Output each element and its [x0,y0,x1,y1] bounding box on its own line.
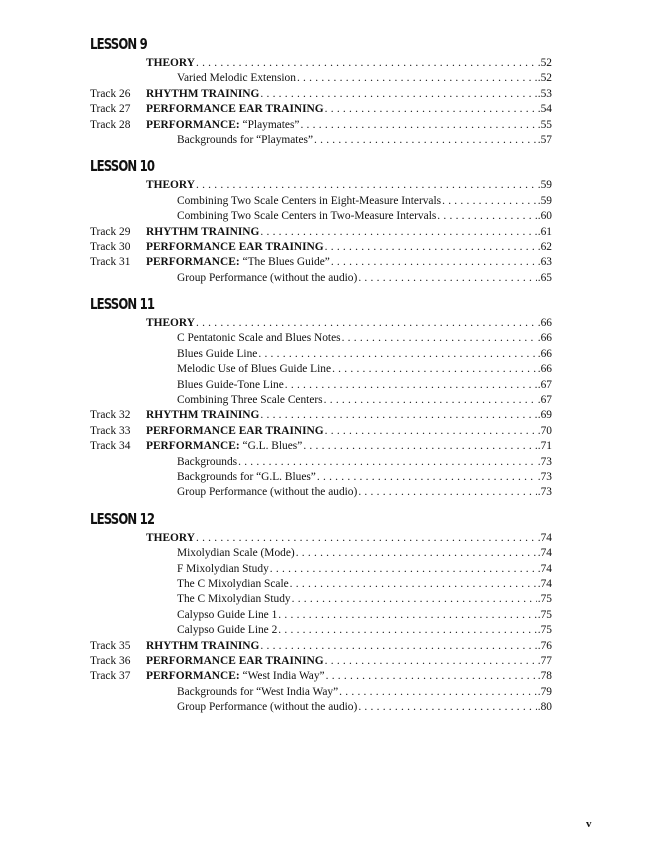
dot-leader [325,102,537,117]
toc-entry[interactable] [90,424,552,439]
lesson-heading: LESSON 9 [90,35,147,53]
performance-prefix: PERFORMANCE: [146,440,240,453]
toc-entry[interactable] [90,546,552,561]
entry-title: Group Performance (without the audio) [177,701,358,714]
toc-entry[interactable] [90,102,552,117]
entry-title: THEORY [146,57,195,69]
entry-title: THEORY [146,317,195,330]
dot-leader [300,118,536,133]
dot-leader [326,669,537,684]
dot-leader [437,209,536,224]
dot-leader [358,485,536,500]
track-label: Track 31 [90,256,131,269]
dot-leader [325,424,537,439]
dot-leader [260,225,536,240]
toc-entry[interactable] [90,531,552,546]
toc-entry[interactable] [90,71,552,86]
toc-entry[interactable] [90,194,552,209]
page-ref: .78 [537,670,552,683]
toc-entry[interactable] [90,209,552,224]
dot-leader [358,700,536,715]
page-ref: .69 [537,409,552,422]
entry-title: Combining Three Scale Centers [177,394,323,407]
dot-leader [325,654,537,669]
page-ref: .74 [537,547,552,560]
toc-entry[interactable] [90,470,552,485]
entry-title: RHYTHM TRAINING [146,87,260,100]
toc-entry[interactable] [90,378,552,393]
dot-leader [196,531,537,546]
dot-leader [260,639,536,654]
entry-title: Varied Melodic Extension [177,72,296,85]
page-ref: .66 [537,347,552,360]
page-ref: .60 [537,210,552,223]
dot-leader [325,240,537,255]
lesson-heading: LESSON 12 [90,509,155,528]
track-label: Track 32 [90,409,131,422]
toc-entry[interactable] [90,592,552,607]
page-ref: .75 [537,624,552,637]
entry-title: PERFORMANCE EAR TRAINING [146,240,324,253]
entry-title: The C Mixolydian Study [177,593,291,606]
track-label: Track 33 [90,424,131,437]
toc-entry[interactable] [90,255,552,270]
dot-leader [285,378,537,393]
page-ref: .66 [537,363,552,376]
toc-entry[interactable] [90,133,552,148]
entry-title: Blues Guide-Tone Line [177,378,284,391]
toc-entry[interactable] [90,654,552,669]
entry-title: Calypso Guide Line 1 [177,608,278,621]
toc-entry[interactable] [90,408,552,423]
toc-entry[interactable] [90,362,552,377]
page-ref: .65 [537,271,552,284]
toc-entry[interactable] [90,623,552,638]
page-ref: .77 [537,654,552,667]
toc-entry[interactable] [90,455,552,470]
page-number: v [586,818,592,830]
dot-leader [342,331,537,346]
entry-title [146,439,303,454]
dot-leader [196,178,537,193]
entry-title: RHYTHM TRAINING [146,639,260,652]
entry-title: Backgrounds for “Playmates” [177,133,314,146]
toc-entry[interactable] [90,87,552,102]
page-ref: .66 [537,332,552,345]
entry-title: F Mixolydian Study [177,562,269,575]
entry-title [146,669,326,684]
entry-title: RHYTHM TRAINING [146,409,260,422]
page-ref: .75 [537,593,552,606]
entry-title: Backgrounds for “West India Way” [177,685,339,698]
dot-leader [317,470,537,485]
dot-leader [358,271,536,286]
dot-leader [296,546,537,561]
lesson-entries [90,531,552,716]
page-ref: .59 [537,179,552,192]
toc-entry[interactable] [90,700,552,715]
page-ref: .73 [537,470,552,483]
toc-entry[interactable] [90,608,552,623]
entry-title: C Pentatonic Scale and Blues Notes [177,332,341,345]
page-ref: .75 [537,608,552,621]
performance-title: “G.L. Blues” [242,440,303,453]
dot-leader [442,194,537,209]
toc-entry[interactable] [90,178,552,193]
dot-leader [270,562,537,577]
toc-entry[interactable] [90,577,552,592]
track-label: Track 27 [90,103,131,116]
page-ref: .61 [537,225,552,238]
entry-title: Group Performance (without the audio) [177,486,358,499]
entry-title: Mixolydian Scale (Mode) [177,547,295,560]
page-ref: .57 [537,133,552,146]
entry-title: THEORY [146,179,195,192]
entry-title: PERFORMANCE EAR TRAINING [146,103,324,116]
page-ref: .70 [537,424,552,437]
toc-entry[interactable] [90,331,552,346]
toc-entry[interactable] [90,669,552,684]
dot-leader [303,439,536,454]
entry-title: Blues Guide Line [177,347,258,360]
performance-prefix: PERFORMANCE: [146,256,240,269]
track-label: Track 26 [90,87,131,100]
toc-entry[interactable] [90,240,552,255]
track-label: Track 36 [90,654,131,667]
page-ref: .66 [537,317,552,330]
toc-entry[interactable] [90,271,552,286]
dot-leader [278,623,536,638]
dot-leader [290,577,537,592]
track-label: Track 29 [90,225,131,238]
performance-prefix: PERFORMANCE: [146,118,240,131]
dot-leader [238,455,537,470]
page-ref: .79 [537,685,552,698]
entry-title: THEORY [146,531,195,544]
dot-leader [196,316,537,331]
track-label: Track 30 [90,240,131,253]
page-ref: .63 [537,256,552,269]
toc-entry[interactable] [90,439,552,454]
page-ref: .67 [537,378,552,391]
page-ref: .67 [537,394,552,407]
toc-entry[interactable] [90,639,552,654]
dot-leader [332,362,537,377]
entry-title: PERFORMANCE EAR TRAINING [146,654,324,667]
track-label: Track 28 [90,118,131,131]
toc-entry[interactable] [90,118,552,133]
dot-leader [314,133,537,148]
dot-leader [331,255,537,270]
toc-entry[interactable] [90,562,552,577]
dot-leader [196,56,537,71]
dot-leader [339,685,537,700]
performance-title: “West India Way” [242,670,325,683]
dot-leader [292,592,537,607]
entry-title: Backgrounds for “G.L. Blues” [177,470,316,483]
page-ref: .76 [537,639,552,652]
dot-leader [324,393,537,408]
performance-title: “Playmates” [242,118,300,131]
lesson-heading: LESSON 10 [90,157,155,176]
dot-leader [258,347,536,362]
page-ref: .73 [537,486,552,499]
dot-leader [260,408,536,423]
toc-entry[interactable] [90,316,552,331]
page-ref: .74 [537,531,552,544]
page-ref: .80 [537,701,552,714]
entry-title: Calypso Guide Line 2 [177,624,278,637]
page-ref: .59 [537,194,552,207]
toc-entry[interactable] [90,485,552,500]
entry-title: Combining Two Scale Centers in Two-Measure Intervals [177,210,437,223]
page-ref: .74 [537,577,552,590]
toc-entry[interactable] [90,56,552,71]
entry-title: Group Performance (without the audio) [177,271,358,284]
dot-leader [260,87,536,102]
toc-entry[interactable] [90,347,552,362]
table-of-contents [90,33,552,722]
entry-title: The C Mixolydian Scale [177,577,289,590]
lesson-entries [90,56,552,148]
page-ref: .52 [537,72,552,85]
entry-title: Melodic Use of Blues Guide Line [177,363,332,376]
performance-prefix: PERFORMANCE: [146,670,240,683]
track-label: Track 37 [90,670,131,683]
entry-title: RHYTHM TRAINING [146,225,260,238]
toc-entry[interactable] [90,393,552,408]
page-ref: .62 [537,240,552,253]
performance-title: “The Blues Guide” [242,256,330,269]
page-ref: .74 [537,562,552,575]
page-ref: .53 [537,87,552,100]
lesson-heading: LESSON 11 [90,295,155,314]
dot-leader [297,71,537,86]
page-ref: .73 [537,455,552,468]
toc-entry[interactable] [90,685,552,700]
entry-title: Combining Two Scale Centers in Eight-Measure Intervals [177,194,442,207]
entry-title [146,255,331,270]
entry-title [146,118,300,133]
entry-title: Backgrounds [177,455,238,468]
track-label: Track 35 [90,639,131,652]
page-ref: .71 [537,440,552,453]
lesson-entries [90,316,552,501]
page-ref: .52 [537,57,552,69]
page-ref: .54 [537,103,552,116]
dot-leader [278,608,536,623]
lesson-entries [90,178,552,286]
page-ref: .55 [537,118,552,131]
toc-entry[interactable] [90,225,552,240]
entry-title: PERFORMANCE EAR TRAINING [146,424,324,437]
track-label: Track 34 [90,440,131,453]
